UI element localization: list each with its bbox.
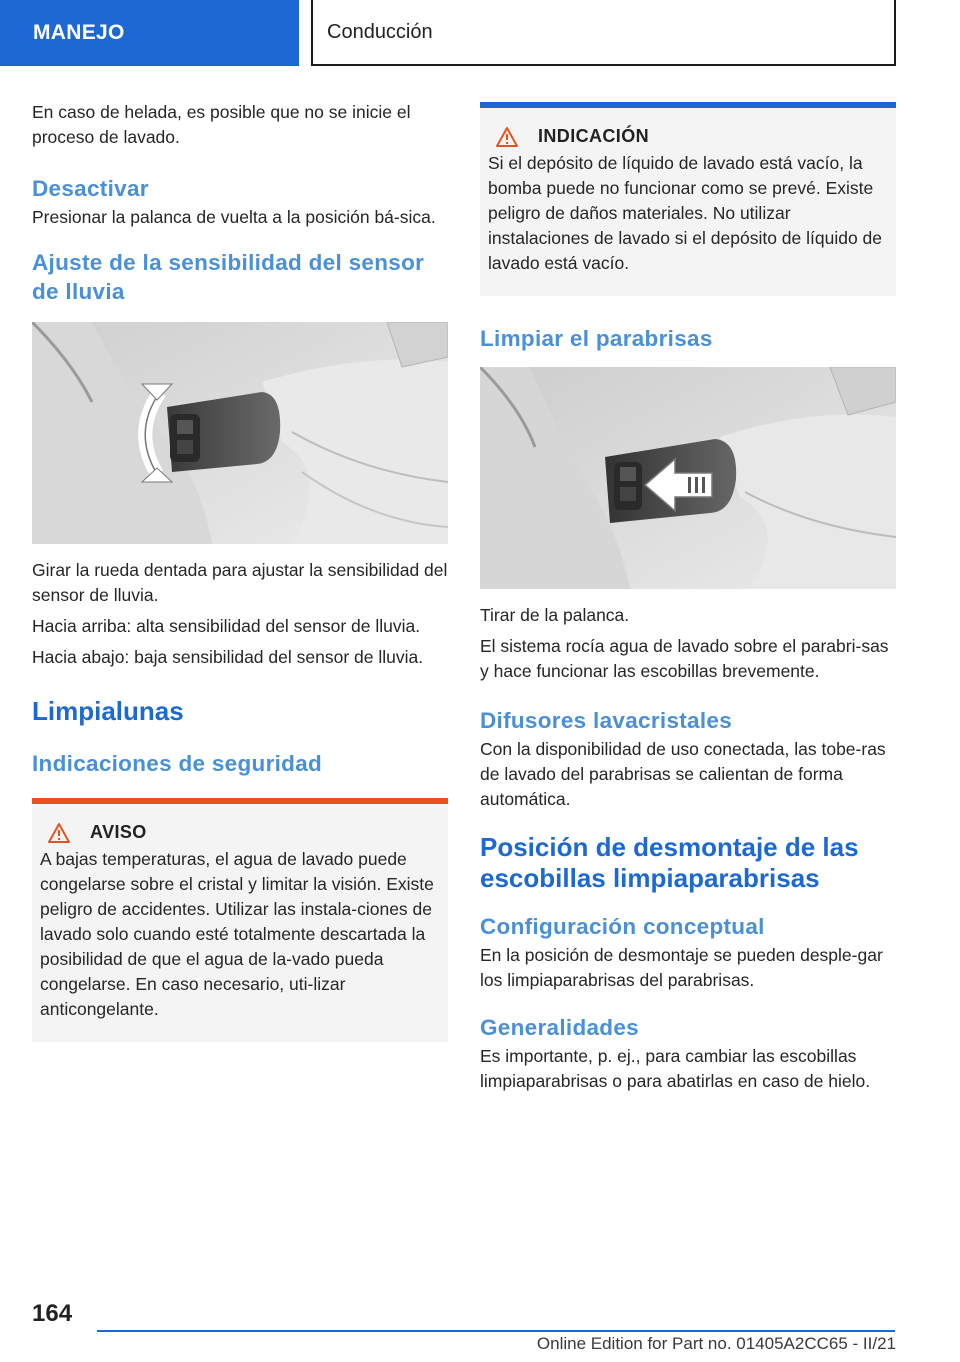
edition-note: Online Edition for Part no. 01405A2CC65 - II/21	[536, 1334, 896, 1353]
difusores-heading: Difusores lavacristales	[480, 708, 733, 733]
limpiar-paragraph-1: Tirar de la palanca.	[480, 605, 630, 625]
config-heading: Configuración conceptual	[480, 914, 765, 939]
indicacion-title	[488, 126, 886, 147]
posicion-heading: Posición de desmontaje de las escobillas limpiaparabrisas	[480, 832, 859, 893]
indicacion-title-text: INDICACIÓN	[538, 126, 649, 146]
sensor-paragraph-1: Girar la rueda dentada para ajustar la sensibilidad del sensor de lluvia.	[32, 560, 448, 605]
indicacion-text: Si el depósito de líquido de lavado está vacío, la bomba puede no funcionar como se prevé. Existe peligro de daños materiales. No utilizar instalaciones de lavado si el depósito de líquido de lavado está vacío.	[488, 153, 883, 273]
limpialunas-heading: Limpialunas	[32, 696, 184, 726]
desactivar-heading: Desactivar	[32, 176, 149, 201]
warning-triangle-icon	[496, 127, 518, 147]
right-column	[480, 102, 896, 1100]
chapter-title: Conducción	[311, 0, 896, 66]
aviso-notice	[32, 798, 448, 1042]
aviso-title	[40, 822, 438, 843]
sensor-paragraph-2: Hacia arriba: alta sensibilidad del sensor de lluvia.	[32, 616, 421, 636]
seguridad-heading: Indicaciones de seguridad	[32, 751, 323, 776]
section-tab: MANEJO	[0, 0, 299, 66]
generalidades-paragraph: Es importante, p. ej., para cambiar las escobillas limpiaparabrisas o para abatirlas en caso de hielo.	[480, 1046, 871, 1091]
windshield-wash-figure	[480, 367, 896, 589]
desactivar-paragraph: Presionar la palanca de vuelta a la posición bá-sica.	[32, 207, 436, 227]
difusores-paragraph: Con la disponibilidad de uso conectada, las tobe-ras de lavado del parabrisas se calientan de forma automática.	[480, 739, 886, 809]
sensor-heading: Ajuste de la sensibilidad del sensor de lluvia	[32, 250, 425, 304]
sensor-paragraph-3: Hacia abajo: baja sensibilidad del sensor de lluvia.	[32, 647, 424, 667]
left-column	[32, 100, 448, 1042]
aviso-title-text: AVISO	[90, 822, 147, 842]
intro-paragraph: En caso de helada, es posible que no se inicie el proceso de lavado.	[32, 102, 411, 147]
limpiar-paragraph-2: El sistema rocía agua de lavado sobre el parabri-sas y hace funcionar las escobillas brevemente.	[480, 636, 889, 681]
warning-triangle-icon	[48, 823, 70, 843]
rain-sensor-figure	[32, 322, 448, 544]
config-paragraph: En la posición de desmontaje se pueden desple-gar los limpiaparabrisas del parabrisas.	[480, 945, 883, 990]
indicacion-notice	[480, 102, 896, 296]
limpiar-heading: Limpiar el parabrisas	[480, 326, 713, 351]
aviso-text: A bajas temperaturas, el agua de lavado puede congelarse sobre el cristal y limitar la visión. Existe peligro de accidentes. Utilizar las instala-ciones de lavado solo cuando esté totalmente descartada la posibilidad de que el agua de la-vado pueda congelarse. En caso necesario, uti-lizar anticongelante.	[40, 849, 434, 1019]
generalidades-heading: Generalidades	[480, 1015, 639, 1040]
page-number: 164	[32, 1300, 73, 1327]
